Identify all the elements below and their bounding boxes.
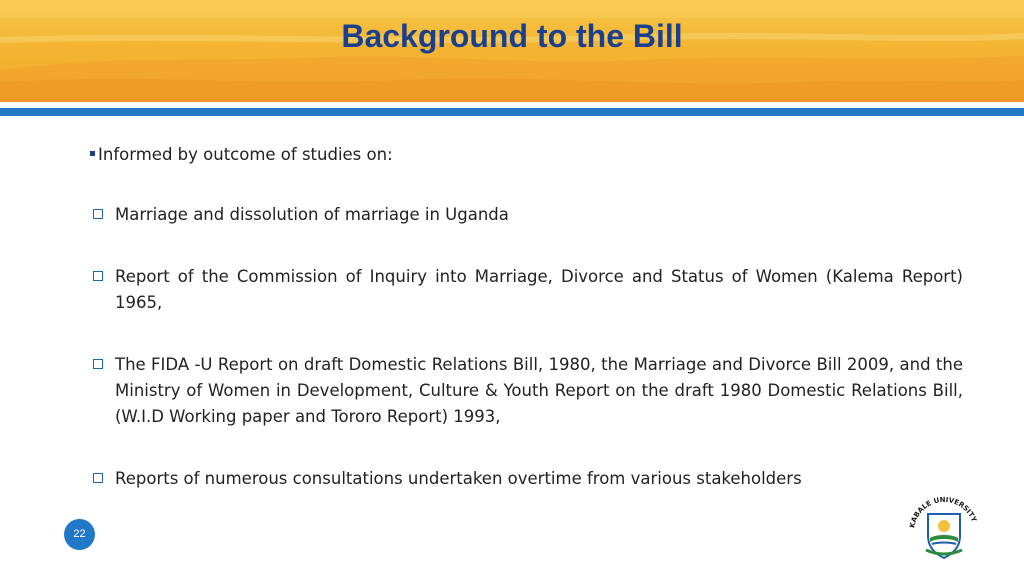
slide-title: Background to the Bill [341,18,683,54]
checkbox-bullet-icon [93,209,103,219]
list-item-text: Reports of numerous consultations undertaken overtime from various stakeholders [115,469,802,488]
list-item [90,264,963,316]
slide-content [90,142,963,528]
list-item-text: Marriage and dissolution of marriage in Uganda [115,205,509,224]
page-number-badge: 22 [64,519,95,550]
checkbox-bullet-icon [93,473,103,483]
list-item [90,202,963,228]
university-crest-icon [906,492,982,560]
square-bullet-icon [90,151,95,156]
list-item-text: The FIDA -U Report on draft Domestic Relations Bill, 1980, the Marriage and Divorce Bill 2009, and the Ministry of Women in Development, Culture & Youth Report on the draft 1980 Domestic Relations Bill, (W.I.D Working paper and Tororo Report) 1993, [115,355,963,426]
checkbox-bullet-icon [93,359,103,369]
header-banner [0,0,1024,102]
checkbox-bullet-icon [93,271,103,281]
logo-text: KABALE UNIVERSITY [908,495,979,529]
list-item-text: Report of the Commission of Inquiry into Marriage, Divorce and Status of Women (Kalema Report) 1965, [115,267,963,312]
list-item [90,352,963,430]
list-item [90,466,963,492]
intro-line [90,142,963,168]
blue-divider [0,108,1024,116]
intro-text: Informed by outcome of studies on: [98,145,393,164]
